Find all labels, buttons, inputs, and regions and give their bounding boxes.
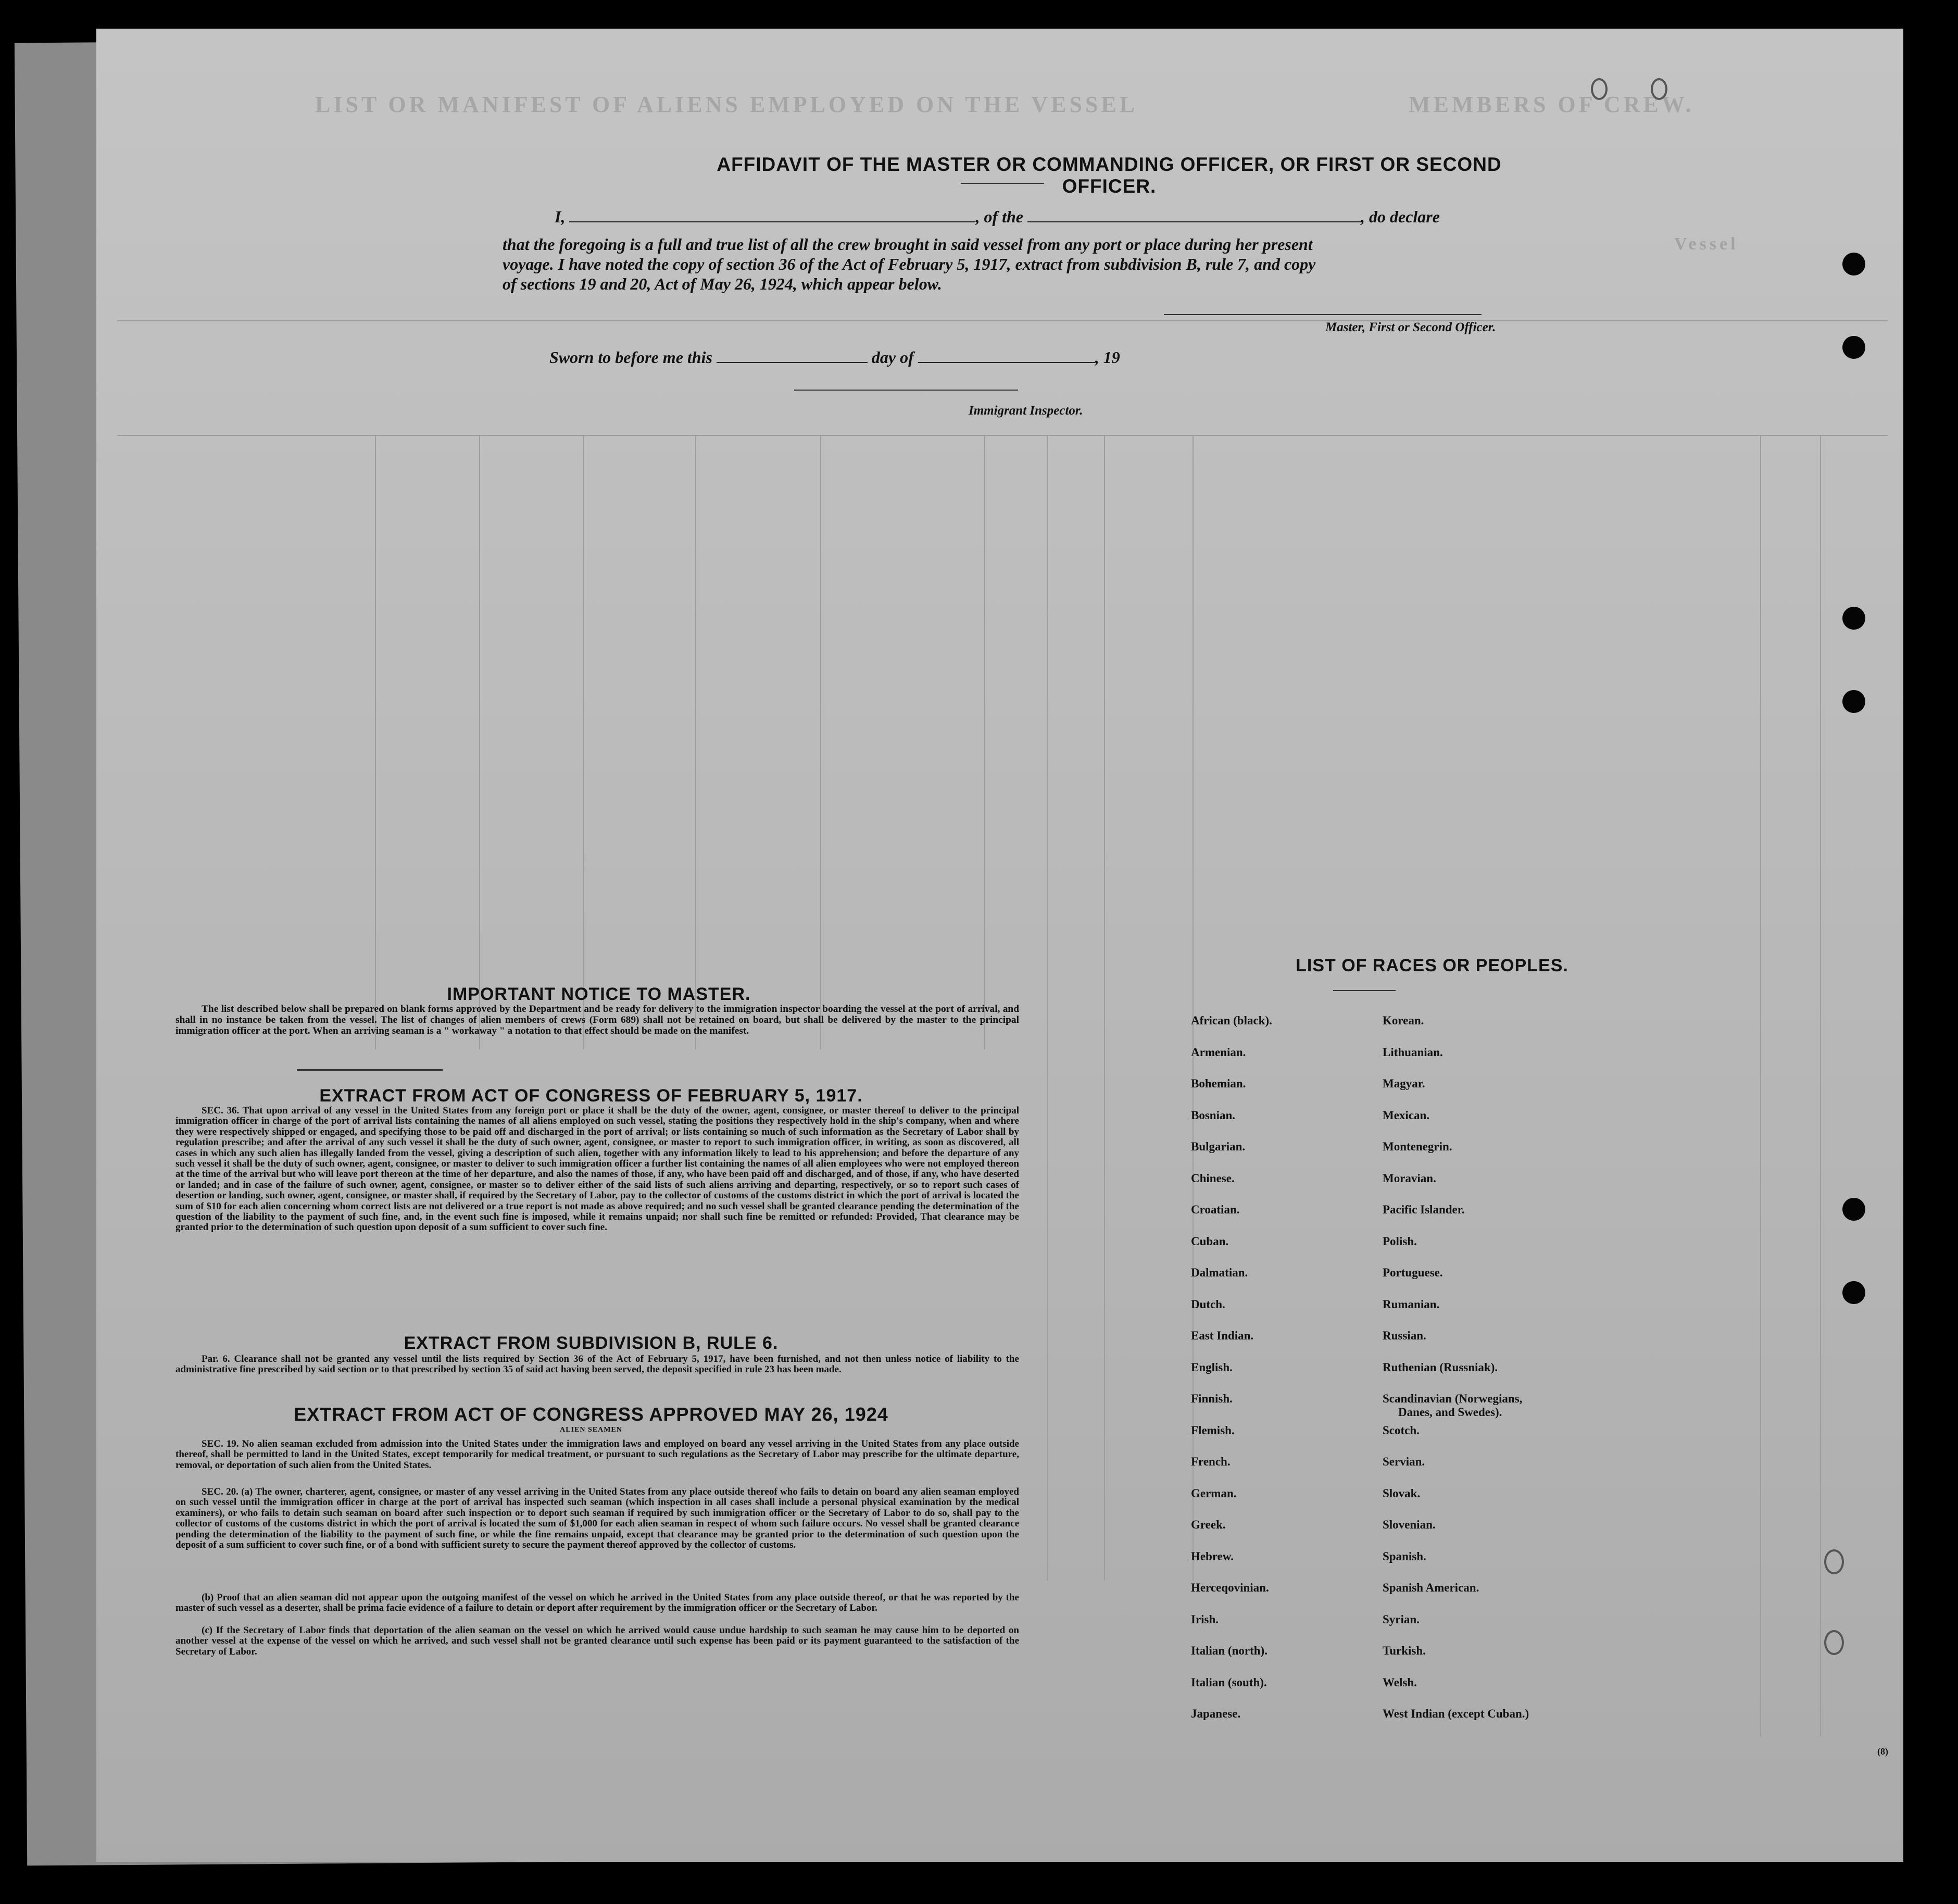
- race-item: Armenian.: [1191, 1045, 1246, 1059]
- page-mark: (8): [1877, 1746, 1888, 1757]
- punch-hole: [1842, 1281, 1865, 1304]
- extract-rule6-title: EXTRACT FROM SUBDIVISION B, RULE 6.: [404, 1333, 779, 1353]
- punch-hole: [1842, 607, 1865, 630]
- race-item: Cuban.: [1191, 1234, 1229, 1248]
- races-list-left: [1191, 1014, 1272, 1739]
- race-item: Chinese.: [1191, 1171, 1235, 1185]
- sworn-line: [549, 346, 1331, 367]
- extract-1917-text: SEC. 36. That upon arrival of any vessel in the United States from any foreign port or place it shall be the duty of the owner, agent, consignee, or master thereof to deliver to the principal immigration officer in charge of the port of arrival lists containing the names of all aliens employed on such vessel, stating the positions they respectively hold in the ship's company, when and where they were respectively shipped or engaged, and specifying those to be paid off and discharged in the port of arrival; or lists containing so much of such information as the Secretary of Labor shall by regulation prescribe; and after the arrival of any such vessel it shall be the duty of such owner, agent, consignee, or master to report to such immigration officer, in writing, as soon as discovered, all cases in which any such alien has illegally landed from the vessel, giving a description of such alien, together with any information likely to lead to his apprehension; and before the departure of any such vessel it shall be the duty of such owner, agent, consignee, or master to deliver to such immigration officer a further list containing the names of all alien employees who were not employed thereon at the time of the arrival but who will leave port thereon at the time of her departure, and also the names of those, if any, who have been paid off and discharged, and of those, if any, who have deserted or landed; and in case of the failure of such owner, agent, consignee, or master so to deliver either of the said lists of such aliens arriving and departing, respectively, or so to report such cases of desertion or landing, such owner, agent, consignee, or master shall, if required by the Secretary of Labor, pay to the collector of customs of the customs district in which the port of arrival is located the sum of $10 for each alien concerning whom correct lists are not delivered or a true report is not made as above required; and no such vessel shall be granted clearance pending the determination of the question of the liability to the payment of such fine, and, in the event such fine is imposed, while it remains unpaid; nor shall such fine be remitted or refunded: Provided, That clearance may be granted prior to the determination of such question upon deposit of a sum sufficient to cover such fine.: [175, 1105, 1019, 1233]
- race-item: Portuguese.: [1383, 1266, 1443, 1279]
- race-item: Greek.: [1191, 1518, 1226, 1531]
- ghost-col: [1104, 435, 1105, 1581]
- race-item: Bohemian.: [1191, 1077, 1246, 1090]
- race-item: Servian.: [1383, 1455, 1425, 1468]
- race-item: Flemish.: [1191, 1423, 1235, 1437]
- race-item: Italian (south).: [1191, 1675, 1267, 1689]
- extract-rule6-text: Par. 6. Clearance shall not be granted any vessel until the lists required by Section 36 of the Act of February 5, 1917, have been furnished, and not then unless notice of liability to the administrative fine prescribed by said section or to that prescribed by section 35 of said act having been served, the deposit specified in rule 23 has been made.: [175, 1354, 1019, 1375]
- ghost-col: [1047, 435, 1048, 1581]
- inspector-signature-line[interactable]: [794, 390, 1018, 391]
- race-item-scandinavian: Scandinavian (Norwegians,: [1383, 1392, 1523, 1405]
- binder-ring: [1824, 1630, 1844, 1655]
- extract-1924-sec20b: (b) Proof that an alien seaman did not appear upon the outgoing manifest of the vessel on which he arrived in the United States from any place outside thereof, or that he was reported by the master of such vessel as a deserter, shall be prima facie evidence of a failure to detain or deport after requirement by the immigration officer or the Secretary of Labor.: [175, 1592, 1019, 1614]
- extract-1924-sec19: SEC. 19. No alien seaman excluded from admission into the United States under the immigration laws and employed on board any vessel arriving in the United States from any place outside thereof, shall be permitted to land in the United States, except temporarily for medical treatment, or pursuant to such regulations as the Secretary of Labor may prescribe for the ultimate departure, removal, or deportation of such alien from the United States.: [175, 1438, 1019, 1471]
- race-item: Scotch.: [1383, 1423, 1420, 1437]
- ghost-rule: [117, 320, 1888, 321]
- race-item: English.: [1191, 1360, 1233, 1374]
- year-label: , 19: [1095, 348, 1120, 367]
- punch-hole: [1842, 253, 1865, 275]
- race-item: Syrian.: [1383, 1612, 1420, 1626]
- notice-title: IMPORTANT NOTICE TO MASTER.: [447, 984, 751, 1004]
- race-item: Irish.: [1191, 1612, 1219, 1626]
- affidavit-name-line: [555, 206, 1518, 227]
- notice-rule: [297, 1069, 443, 1071]
- race-item: Rumanian.: [1383, 1297, 1440, 1311]
- binder-ring: [1824, 1549, 1844, 1574]
- race-item: Lithuanian.: [1383, 1045, 1443, 1059]
- race-item: Korean.: [1383, 1014, 1424, 1027]
- race-item: Moravian.: [1383, 1171, 1436, 1185]
- race-item: West Indian (except Cuban.): [1383, 1707, 1529, 1720]
- master-signature-label: Master, First or Second Officer.: [1325, 320, 1496, 334]
- ghost-col: [375, 435, 376, 1049]
- affidavit-body-1: that the foregoing is a full and true list of all the crew brought in said vessel from any port or place during her present: [503, 235, 1313, 254]
- ghost-title-left: LIST OR MANIFEST OF ALIENS EMPLOYED ON THE VESSEL: [315, 92, 1138, 117]
- race-item: Spanish.: [1383, 1549, 1426, 1563]
- ghost-col: [1760, 435, 1761, 1737]
- day-of-label: day of: [871, 348, 914, 367]
- races-title: LIST OF RACES OR PEOPLES.: [1296, 956, 1568, 975]
- ghost-col: [1820, 435, 1821, 1737]
- sworn-month-field[interactable]: [918, 346, 1095, 363]
- manifest-page: [96, 29, 1903, 1862]
- race-item-scandinavian-cont: Danes, and Swedes).: [1398, 1406, 1502, 1419]
- extract-1924-subtitle: ALIEN SEAMEN: [560, 1426, 622, 1434]
- race-item: Turkish.: [1383, 1644, 1426, 1657]
- race-item: Welsh.: [1383, 1675, 1417, 1689]
- race-item: Slovak.: [1383, 1486, 1421, 1500]
- race-item: Ruthenian (Russniak).: [1383, 1360, 1498, 1374]
- ghost-rule: [117, 435, 1888, 436]
- race-item: Italian (north).: [1191, 1644, 1267, 1657]
- affidavit-rule: [961, 183, 1044, 184]
- race-item: Montenegrin.: [1383, 1140, 1452, 1153]
- race-item: French.: [1191, 1455, 1231, 1468]
- of-the-label: , of the: [975, 207, 1023, 226]
- extract-1924-sec20a: SEC. 20. (a) The owner, charterer, agent, consignee, or master of any vessel arriving in the United States from any place outside thereof who fails to detain on board any alien seaman employed on such vessel until the immigration officer in charge at the port of arrival has inspected such seaman (which inspection in all cases shall include a personal physical examination by the medical examiners), or who fails to detain such seaman on board after such inspection or to deport such seaman if required by such immigration officer or the Secretary of Labor to do so, shall pay to the collector of customs of the customs district in which the port of arrival is located the sum of $1,000 for each alien seaman in respect of whom such failure occurs. No vessel shall be granted clearance pending the determination of the liability to the payment of such fine, or while the fine remains unpaid, except that clearance may be granted prior to the determination of such question upon the deposit of a sum sufficient to cover such fine, or of a bond with sufficient surety to secure the payment thereof approved by the collector of customs.: [175, 1486, 1019, 1551]
- binder-ring: [1651, 78, 1667, 100]
- race-item: Bosnian.: [1191, 1108, 1236, 1122]
- punch-hole: [1842, 336, 1865, 359]
- races-list-right: [1383, 1014, 1529, 1739]
- sworn-label: Sworn to before me this: [549, 348, 712, 367]
- i-label: I,: [555, 207, 566, 226]
- binder-ring: [1591, 78, 1608, 100]
- race-item: Croatian.: [1191, 1203, 1240, 1216]
- race-item: Polish.: [1383, 1234, 1417, 1248]
- race-item: Japanese.: [1191, 1707, 1241, 1720]
- race-item: Russian.: [1383, 1329, 1426, 1342]
- affidavit-title: AFFIDAVIT OF THE MASTER OR COMMANDING OFFICER, OR FIRST OR SECOND OFFICER.: [717, 154, 1502, 197]
- extract-1917-title: EXTRACT FROM ACT OF CONGRESS OF FEBRUARY 5, 1917.: [319, 1086, 863, 1106]
- race-item: East Indian.: [1191, 1329, 1254, 1342]
- punch-hole: [1842, 1198, 1865, 1221]
- ghost-col: [820, 435, 821, 1049]
- race-item: Herceqovinian.: [1191, 1581, 1269, 1594]
- race-item: Slovenian.: [1383, 1518, 1436, 1531]
- affidavit-body-2: voyage. I have noted the copy of section 36 of the Act of February 5, 1917, extract from subdivision B, rule 7, and copy: [503, 255, 1316, 273]
- race-item: Mexican.: [1383, 1108, 1430, 1122]
- race-item: Dutch.: [1191, 1297, 1225, 1311]
- race-item: [1383, 1392, 1529, 1424]
- race-item: Finnish.: [1191, 1392, 1233, 1405]
- ghost-col: [695, 435, 696, 1049]
- master-signature-line[interactable]: [1164, 314, 1482, 315]
- ghost-col: [479, 435, 480, 1049]
- extract-1924-sec20c: (c) If the Secretary of Labor finds that deportation of the alien seaman on the vessel on which he arrived would cause undue hardship to such seaman he may cause him to be deported on another vessel at the expense of the vessel on which he arrived, and such vessel shall not be granted clearance until such expense has been paid or its payment guaranteed to the satisfaction of the Secretary of Labor.: [175, 1625, 1019, 1657]
- race-item: African (black).: [1191, 1014, 1272, 1027]
- race-item: Pacific Islander.: [1383, 1203, 1465, 1216]
- do-declare-label: , do declare: [1361, 207, 1440, 226]
- ghost-col: [984, 435, 985, 1049]
- ghost-col: [583, 435, 584, 1049]
- extract-1924-title: EXTRACT FROM ACT OF CONGRESS APPROVED MAY 26, 1924: [294, 1404, 888, 1425]
- race-item: Hebrew.: [1191, 1549, 1234, 1563]
- races-rule: [1333, 990, 1396, 991]
- master-name-field[interactable]: [569, 206, 975, 222]
- vessel-name-field[interactable]: [1027, 206, 1361, 222]
- inspector-label: Immigrant Inspector.: [969, 404, 1083, 418]
- ghost-vessel-label: Vessel: [1674, 234, 1739, 254]
- race-item: Bulgarian.: [1191, 1140, 1246, 1153]
- race-item: Magyar.: [1383, 1077, 1425, 1090]
- affidavit-body-3: of sections 19 and 20, Act of May 26, 1924, which appear below.: [503, 274, 942, 293]
- race-item: Spanish American.: [1383, 1581, 1479, 1594]
- race-item: Dalmatian.: [1191, 1266, 1248, 1279]
- punch-hole: [1842, 690, 1865, 713]
- ghost-title-right: MEMBERS OF CREW.: [1409, 92, 1695, 117]
- sworn-day-field[interactable]: [717, 346, 868, 363]
- race-item: German.: [1191, 1486, 1237, 1500]
- notice-text: The list described below shall be prepared on blank forms approved by the Department and be ready for delivery to the immigration inspector boarding the vessel at the port of arrival, and shall in no instance be taken from the vessel. The list of changes of alien members of crews (Form 689) shall not be retained on board, but shall be delivered by the master to the principal immigration officer at the port. When an arriving seaman is a " workaway " a notation to that effect should be made on the manifest.: [175, 1004, 1019, 1036]
